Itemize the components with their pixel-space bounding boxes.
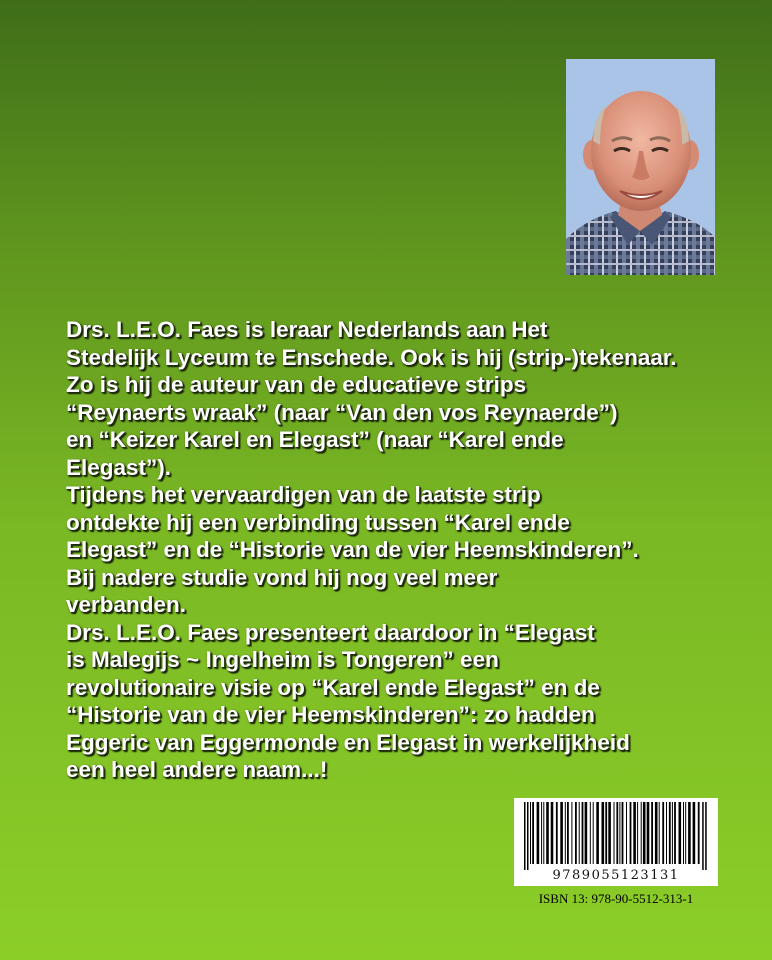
barcode-bar (685, 802, 686, 864)
barcode-bar (532, 802, 534, 864)
barcode-bar (602, 802, 605, 864)
barcode-bar (565, 802, 566, 864)
barcode-bar (683, 802, 684, 864)
author-photo (566, 59, 715, 275)
barcode-bar (614, 802, 615, 864)
barcode-bar (585, 802, 588, 864)
barcode-bar (556, 802, 558, 864)
blurb-line: Tijdens het vervaardigen van de laatste strip (66, 482, 541, 507)
barcode-bar (633, 802, 636, 864)
barcode-bar (619, 802, 620, 864)
barcode-bar (622, 802, 624, 864)
barcode-bar (567, 802, 569, 864)
barcode-digits: 9789055123131 (552, 868, 680, 883)
barcode-bar (698, 802, 700, 864)
barcode-bar (651, 802, 653, 864)
barcode-bar (647, 802, 650, 864)
barcode-bar (608, 802, 611, 864)
blurb-line: Stedelijk Lyceum te Enschede. Ook is hij (strip-)tekenaar. (66, 344, 677, 370)
blurb-line: is Malegijs ~ Ingelheim is Tongeren” een (66, 647, 499, 672)
barcode-bar (666, 802, 667, 864)
barcode-bar (672, 802, 673, 864)
barcode-bar (705, 802, 707, 870)
blurb-line: Elegast” en de “Historie van de vier Heemskinderen”. (66, 537, 639, 562)
barcode-bar (560, 802, 563, 864)
barcode-bar (551, 802, 554, 864)
barcode-bar (616, 802, 618, 864)
blurb-line: Drs. L.E.O. Faes presenteert daardoor in “Elegast (66, 619, 595, 645)
blurb-line: een heel andere naam...! (66, 757, 328, 782)
barcode-bar (669, 802, 671, 864)
barcode-bar (527, 802, 529, 870)
blurb-line: Eggeric van Eggermonde en Elegast in werkelijkheid (66, 729, 630, 755)
barcode-bar (641, 802, 642, 864)
barcode-bar (524, 802, 526, 870)
barcode-bar (679, 802, 682, 864)
barcode-bar (571, 802, 572, 864)
author-blurb (66, 316, 726, 784)
barcode-bar (626, 802, 627, 864)
blurb-line: Bij nadere studie vond hij nog veel meer (66, 564, 498, 590)
blurb-line: ontdekte hij een verbinding tussen “Karel ende (66, 509, 570, 535)
barcode-bar (630, 802, 632, 864)
barcode-bar (605, 802, 607, 864)
barcode-bar (541, 802, 542, 864)
barcode-bar (702, 802, 704, 870)
blurb-line: verbanden. (66, 592, 187, 617)
barcode-bar (575, 802, 577, 864)
barcode-bar (590, 802, 591, 864)
blurb-line: Zo is hij de auteur van de educatieve strips (66, 372, 527, 397)
blurb-line: Elegast”). (66, 454, 172, 480)
barcode-bar (643, 802, 646, 864)
barcode-bar (674, 802, 676, 864)
barcode-bar (662, 802, 664, 864)
barcode-bars (514, 798, 718, 870)
barcode-bar (530, 802, 531, 864)
blurb-line: “Reynaerts wraak” (naar “Van den vos Reynaerde”) (66, 399, 618, 425)
barcode-bar (543, 802, 544, 864)
barcode-bar (546, 802, 549, 864)
barcode-bar (579, 802, 580, 864)
barcode-bar (593, 802, 594, 864)
blurb-line: revolutionaire visie op “Karel ende Elegast” en de (66, 674, 600, 700)
barcode-bar (655, 802, 658, 864)
barcode-bar (693, 802, 696, 864)
barcode-bar (637, 802, 638, 864)
barcode-bar (596, 802, 599, 864)
blurb-line: Drs. L.E.O. Faes is leraar Nederlands aan Het (66, 317, 548, 342)
blurb-line: “Historie van de vier Heemskinderen”: zo hadden (66, 702, 595, 727)
barcode-bar (582, 802, 584, 864)
barcode-bar (659, 802, 660, 864)
blurb-line: en “Keizer Karel en Elegast” (naar “Karel ende (66, 427, 564, 452)
barcode-bar (688, 802, 691, 864)
barcode-bar (537, 802, 540, 864)
portrait-photo-icon (566, 59, 715, 275)
barcode (514, 798, 718, 886)
isbn-label: ISBN 13: 978-90-5512-313-1 (538, 891, 694, 906)
